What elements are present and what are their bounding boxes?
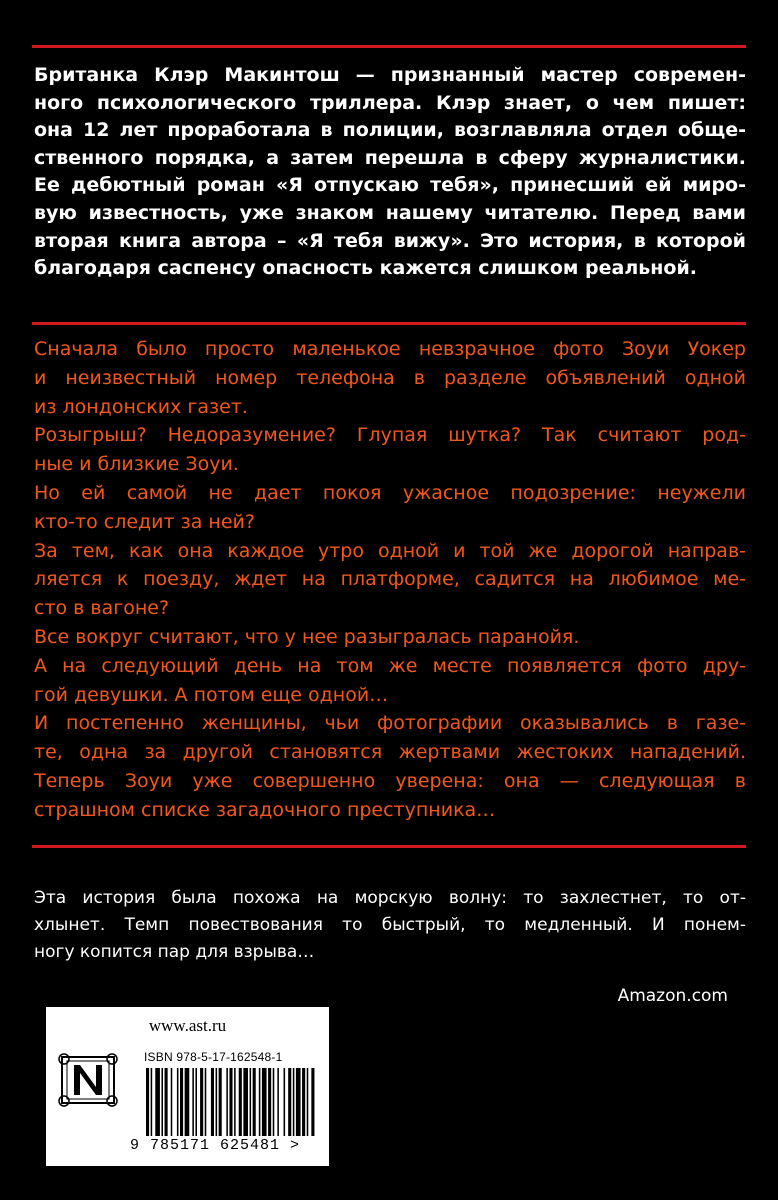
synopsis-line: Розыгрыш? Недоразумение? Глупая шутка? Так считают род-	[34, 424, 746, 447]
barcode-bar	[229, 1068, 232, 1136]
bottom-red-rule	[32, 845, 746, 848]
review-source: Amazon.com	[617, 986, 728, 1006]
review-line: хлынет. Темп повествования то быстрый, то медленный. И понем-	[34, 915, 746, 935]
barcode-bar	[171, 1068, 173, 1136]
synopsis-line: Все вокруг считают, что у нее разыгралась паранойя.	[34, 625, 580, 648]
barcode-bar	[239, 1068, 242, 1136]
barcode-bar	[296, 1068, 301, 1136]
barcode-bar	[284, 1068, 286, 1136]
synopsis-line: страшном списке загадочного преступника…	[34, 798, 496, 821]
synopsis-line: кто-то следит за ней?	[34, 510, 255, 533]
barcode-bar	[192, 1068, 194, 1136]
author-bio-line: Британка Клэр Макинтош — признанный мастер современ-	[34, 64, 746, 86]
barcode-bar	[161, 1068, 163, 1136]
barcode-digits: 9 785171 625481 >	[130, 1137, 301, 1154]
barcode-bar	[146, 1068, 149, 1136]
review-line: ногу копится пар для взрыва…	[34, 942, 315, 962]
barcode-bar	[226, 1068, 228, 1136]
synopsis-line: ные и близкие Зоуи.	[34, 453, 239, 476]
barcode-bar	[307, 1068, 309, 1136]
barcode-bar	[243, 1068, 248, 1136]
author-bio-line: ного психологического триллера. Клэр знает, о чем пишет:	[34, 91, 746, 114]
barcode-bar	[273, 1068, 275, 1136]
review-line: Эта история была похожа на морскую волну: то захлестнет, то от-	[34, 888, 746, 908]
synopsis-line: Теперь Зоуи уже совершенно уверена: она — следующая в	[34, 769, 746, 792]
barcode-panel	[46, 1007, 329, 1166]
publisher-url: www.ast.ru	[148, 1016, 227, 1035]
barcode-icon	[146, 1068, 316, 1136]
barcode-bar	[219, 1068, 222, 1136]
barcode-bar	[151, 1068, 153, 1136]
synopsis-line: За тем, как она каждое утро одной и той же дорогой направ-	[34, 539, 746, 562]
barcode-bar	[268, 1068, 271, 1136]
barcode-bar	[253, 1068, 256, 1136]
synopsis-line: сто в вагоне?	[34, 597, 170, 620]
synopsis-line: А на следующий день на том же месте появляется фото дру-	[34, 654, 746, 677]
synopsis-line: из лондонских газет.	[34, 395, 248, 418]
barcode-bar	[288, 1068, 291, 1136]
author-bio-line: она 12 лет проработала в полиции, возглавляла отдел обще-	[34, 119, 746, 142]
barcode-bar	[216, 1068, 218, 1136]
author-bio-line: благодаря саспенсу опасность кажется слишком реальной.	[34, 257, 697, 280]
barcode-bar	[250, 1068, 252, 1136]
isbn-text: ISBN 978-5-17-162548-1	[144, 1050, 283, 1064]
author-bio-line: вторая книга автора – «Я тебя вижу». Это история, в которой	[34, 229, 746, 252]
synopsis-line: Сначала было просто маленькое невзрачное фото Зоуи Уокер	[34, 338, 746, 360]
top-red-rule	[32, 45, 746, 48]
author-bio	[34, 62, 746, 283]
barcode-bar	[205, 1068, 207, 1136]
review-quote	[34, 885, 746, 966]
barcode-bar	[293, 1068, 295, 1136]
barcode-bar	[155, 1068, 160, 1136]
publisher-logo-icon	[58, 1051, 118, 1109]
synopsis-line: гой девушки. А потом еще одной…	[34, 683, 389, 706]
barcode-bar	[302, 1068, 305, 1136]
barcode-bar	[262, 1068, 267, 1136]
barcode-bar	[277, 1068, 279, 1136]
middle-red-rule	[32, 322, 746, 325]
synopsis-line: И постепенно женщины, чьи фотографии оказывались в газе-	[34, 712, 746, 735]
barcode-bar	[259, 1068, 261, 1136]
author-bio-line: ственного порядка, а затем перешла в сферу журналистики.	[34, 146, 746, 169]
author-bio-line: Ее дебютный роман «Я отпускаю тебя», принесший ей миро-	[34, 174, 746, 197]
barcode-bar	[195, 1068, 197, 1136]
barcode-bar	[211, 1068, 214, 1136]
barcode-bar	[185, 1068, 190, 1136]
synopsis-line: ляется к поезду, ждет на платформе, садится на любимое ме-	[34, 568, 746, 591]
barcode-bar	[177, 1068, 179, 1136]
barcode-bar	[311, 1068, 314, 1136]
author-bio-line: вую известность, уже знаком нашему читателю. Перед вами	[34, 201, 746, 224]
synopsis	[34, 335, 746, 825]
barcode-bar	[200, 1068, 203, 1136]
barcode-bar	[180, 1068, 183, 1136]
synopsis-line: и неизвестный номер телефона в разделе объявлений одной	[34, 366, 746, 389]
barcode-bar	[165, 1068, 168, 1136]
barcode-bar	[234, 1068, 236, 1136]
synopsis-line: Но ей самой не дает покоя ужасное подозрение: неужели	[34, 481, 746, 504]
synopsis-line: те, одна за другой становятся жертвами жестоких нападений.	[34, 741, 746, 764]
